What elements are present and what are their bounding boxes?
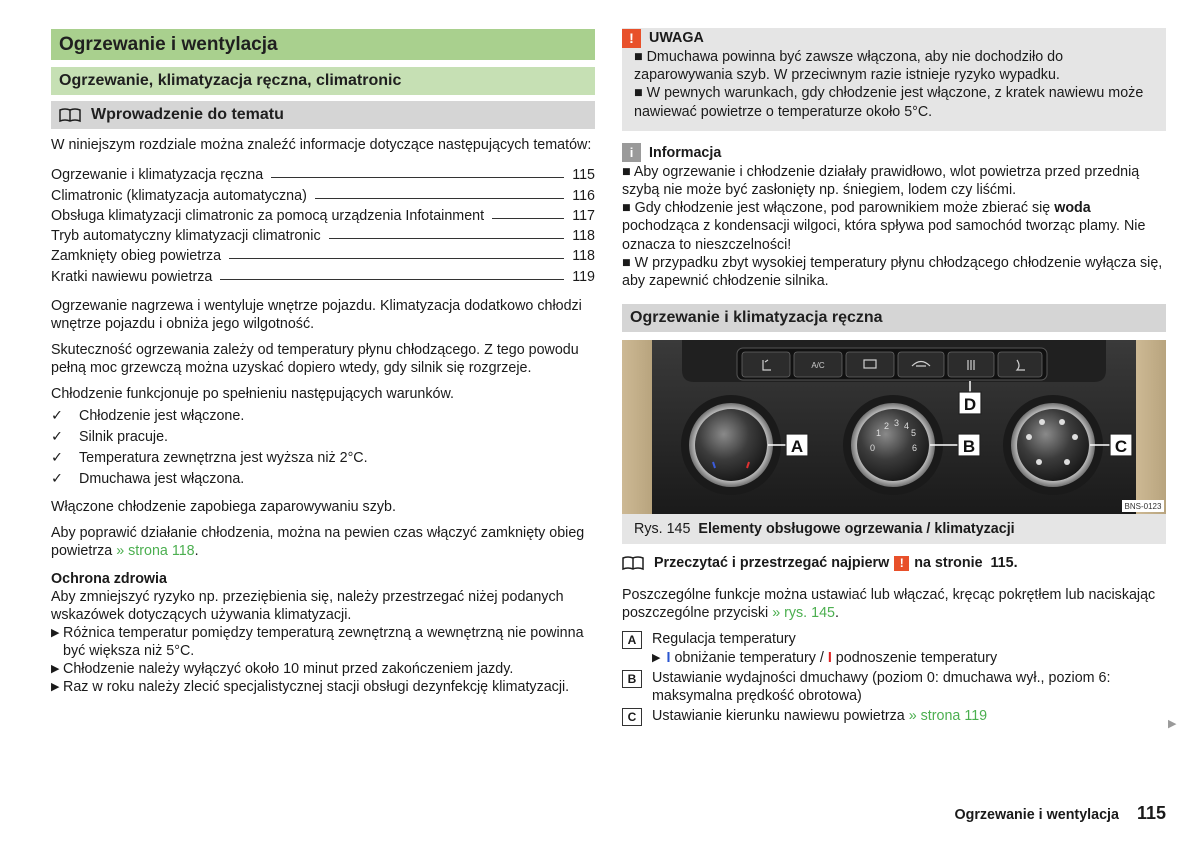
legend-item: A Regulacja temperatury <box>622 630 1166 649</box>
list-item: ▶ Chłodzenie należy wyłączyć około 10 minut przed zakończeniem jazdy. <box>51 660 514 677</box>
check-icon: ✓ <box>51 470 63 487</box>
warning-item: ■ W pewnych warunkach, gdy chłodzenie jest włączone, z kratek nawiewu może nawiewać powietrze o temperaturze około 5°C. <box>634 85 1144 120</box>
warning-icon: ! <box>894 556 909 571</box>
control-panel-image <box>622 340 1166 514</box>
paragraph-recirculation: Aby poprawić działanie chłodzenia, można na pewien czas włączyć zamknięty obieg powietrza » strona 118. <box>51 524 585 559</box>
list-item: ▶ Raz w roku należy zlecić specjalistycznej stacji obsługi dezynfekcję klimatyzacji. <box>51 678 570 695</box>
svg-text:6: 6 <box>912 443 918 454</box>
legend-item: B Ustawianie wydajności dmuchawy (poziom 0: dmuchawa wył., poziom 6: maksymalna prędkość obrotowa) <box>622 669 1166 705</box>
ac-button-label: A/C <box>811 361 825 371</box>
info-item: ■ Gdy chłodzenie jest włączone, pod parownikiem może zbierać się woda pochodząca z kondensacji wilgoci, która spływa pod samochód tworząc plamy. Nie oznacza to nieszczelności! <box>622 200 1146 253</box>
toc-item[interactable]: Ogrzewanie i klimatyzacja ręczna 115 <box>51 167 595 184</box>
intro-heading-text: Wprowadzenie do tematu <box>91 106 284 123</box>
toc-item[interactable]: Zamknięty obieg powietrza 118 <box>51 248 595 265</box>
info-item: ■ Aby ogrzewanie i chłodzenie działały prawidłowo, wlot powietrza przed przednią szybą nie może być zasłonięty np. śniegiem, lodem czy liśćmi. <box>622 163 1140 199</box>
paragraph-fogging: Włączone chłodzenie zapobiega zaparowywaniu szyb. <box>51 498 396 515</box>
paragraph-conditions: Chłodzenie funkcjonuje po spełnieniu następujących warunków. <box>51 385 454 402</box>
page-link[interactable]: » strona 118 <box>116 542 195 559</box>
figure-link[interactable]: » rys. 145 <box>772 605 835 622</box>
check-icon: ✓ <box>51 449 63 466</box>
book-icon <box>622 555 644 571</box>
health-intro: Aby zmniejszyć ryzyko np. przeziębienia się, należy przestrzegać niżej podanych wskazówek dotyczących używania klimatyzacji. <box>51 588 564 623</box>
page-number: 115 <box>1136 803 1166 823</box>
info-item: ■ W przypadku zbyt wysokiej temperatury płynu chłodzącego chłodzenie wyłącza się, aby zapewnić chłodzenie silnika. <box>622 254 1163 290</box>
intro-paragraph: W niniejszym rozdziale można znaleźć informacje dotyczące następujących tematów: <box>51 137 592 153</box>
page-footer <box>954 803 1166 824</box>
book-icon <box>59 107 81 123</box>
warning-heading: ! UWAGA <box>622 28 1158 48</box>
list-item: ✓ Temperatura zewnętrzna jest wyższa niż 2°C. <box>51 448 595 469</box>
toc-item[interactable]: Climatronic (klimatyzacja automatyczna) 116 <box>51 187 595 204</box>
list-item: ✓ Dmuchawa jest włączona. <box>51 469 595 490</box>
triangle-bullet-icon: ▶ <box>51 662 60 675</box>
triangle-bullet-icon: ▶ <box>51 626 60 639</box>
paragraph-efficiency: Skuteczność ogrzewania zależy od temperatury płynu chłodzącego. Z tego powodu pełną moc grzewczą można uzyskać dopiero wtedy, gdy silnik się rozgrzeje. <box>51 341 579 376</box>
info-icon: i <box>622 143 641 162</box>
triangle-bullet-icon: ▶ <box>51 680 60 693</box>
toc-item[interactable]: Tryb automatyczny klimatyzacji climatronic 118 <box>51 228 595 245</box>
warning-item: ■ Dmuchawa powinna być zawsze włączona, aby nie dochodziło do zaparowywania szyb. W przeciwnym razie istnieje ryzyko wypadku. <box>634 49 1064 84</box>
right-column <box>622 28 1166 726</box>
footer-title: Ogrzewanie i wentylacja <box>954 807 1119 823</box>
section-title: Ogrzewanie, klimatyzacja ręczna, climatronic <box>51 67 595 95</box>
label-c: C <box>1114 437 1128 457</box>
toc-list <box>51 163 595 285</box>
warning-icon: ! <box>622 29 641 48</box>
info-heading: i Informacja <box>622 143 1166 163</box>
manual-ac-heading: Ogrzewanie i klimatyzacja ręczna <box>622 304 1166 332</box>
conditions-list <box>51 406 595 490</box>
red-bar-icon: I <box>827 650 832 667</box>
legend-list <box>622 630 1166 726</box>
svg-text:3: 3 <box>894 418 900 429</box>
figure-controls <box>622 340 1166 514</box>
check-icon: ✓ <box>51 407 63 424</box>
toc-item[interactable]: Kratki nawiewu powietrza 119 <box>51 268 595 285</box>
read-first-note: Przeczytać i przestrzegać najpierw ! na stronie 115. <box>622 552 1166 574</box>
legend-item: C Ustawianie kierunku nawiewu powietrza » strona 119 <box>622 707 1166 726</box>
svg-text:4: 4 <box>904 421 910 432</box>
page-link[interactable]: » strona 119 <box>908 708 988 725</box>
svg-text:0: 0 <box>870 443 876 454</box>
intro-heading <box>51 101 595 129</box>
next-page-arrow-icon[interactable]: ▶ <box>1168 718 1177 730</box>
info-box <box>622 143 1166 290</box>
toc-item[interactable]: Obsługa klimatyzacji climatronic za pomocą urządzenia Infotainment 117 <box>51 207 595 224</box>
label-b: B <box>962 437 976 457</box>
list-item: ✓ Chłodzenie jest włączone. <box>51 406 595 427</box>
check-icon: ✓ <box>51 428 63 445</box>
legend-subitem: ▶ I obniżanie temperatury / I podnoszenie temperatury <box>652 650 998 667</box>
figure-code: BNS-0123 <box>1124 502 1162 512</box>
label-d: D <box>963 395 977 415</box>
chapter-title: Ogrzewanie i wentylacja <box>51 29 595 60</box>
label-a: A <box>790 437 804 457</box>
blue-bar-icon: I <box>666 650 671 667</box>
svg-text:2: 2 <box>884 421 890 432</box>
svg-text:5: 5 <box>911 428 917 439</box>
paragraph-heating: Ogrzewanie nagrzewa i wentyluje wnętrze pojazdu. Klimatyzacja dodatkowo chłodzi wnętrze pojazdu i obniża jego wilgotność. <box>51 297 582 332</box>
figure-caption: Rys. 145 Elementy obsługowe ogrzewania / klimatyzacji <box>622 514 1166 544</box>
functions-paragraph: Poszczególne funkcje można ustawiać lub włączać, kręcąc pokrętłem lub naciskając poszczególne przyciski » rys. 145. <box>622 587 1156 622</box>
list-item: ✓ Silnik pracuje. <box>51 427 595 448</box>
health-heading: Ochrona zdrowia <box>51 570 167 587</box>
warning-box <box>622 28 1166 131</box>
left-column <box>51 29 595 696</box>
triangle-bullet-icon: ▶ <box>652 652 661 665</box>
list-item: ▶ Różnica temperatur pomiędzy temperaturą zewnętrzną a wewnętrzną nie powinna być większa niż 5°C. <box>51 624 584 659</box>
svg-text:1: 1 <box>876 428 882 439</box>
